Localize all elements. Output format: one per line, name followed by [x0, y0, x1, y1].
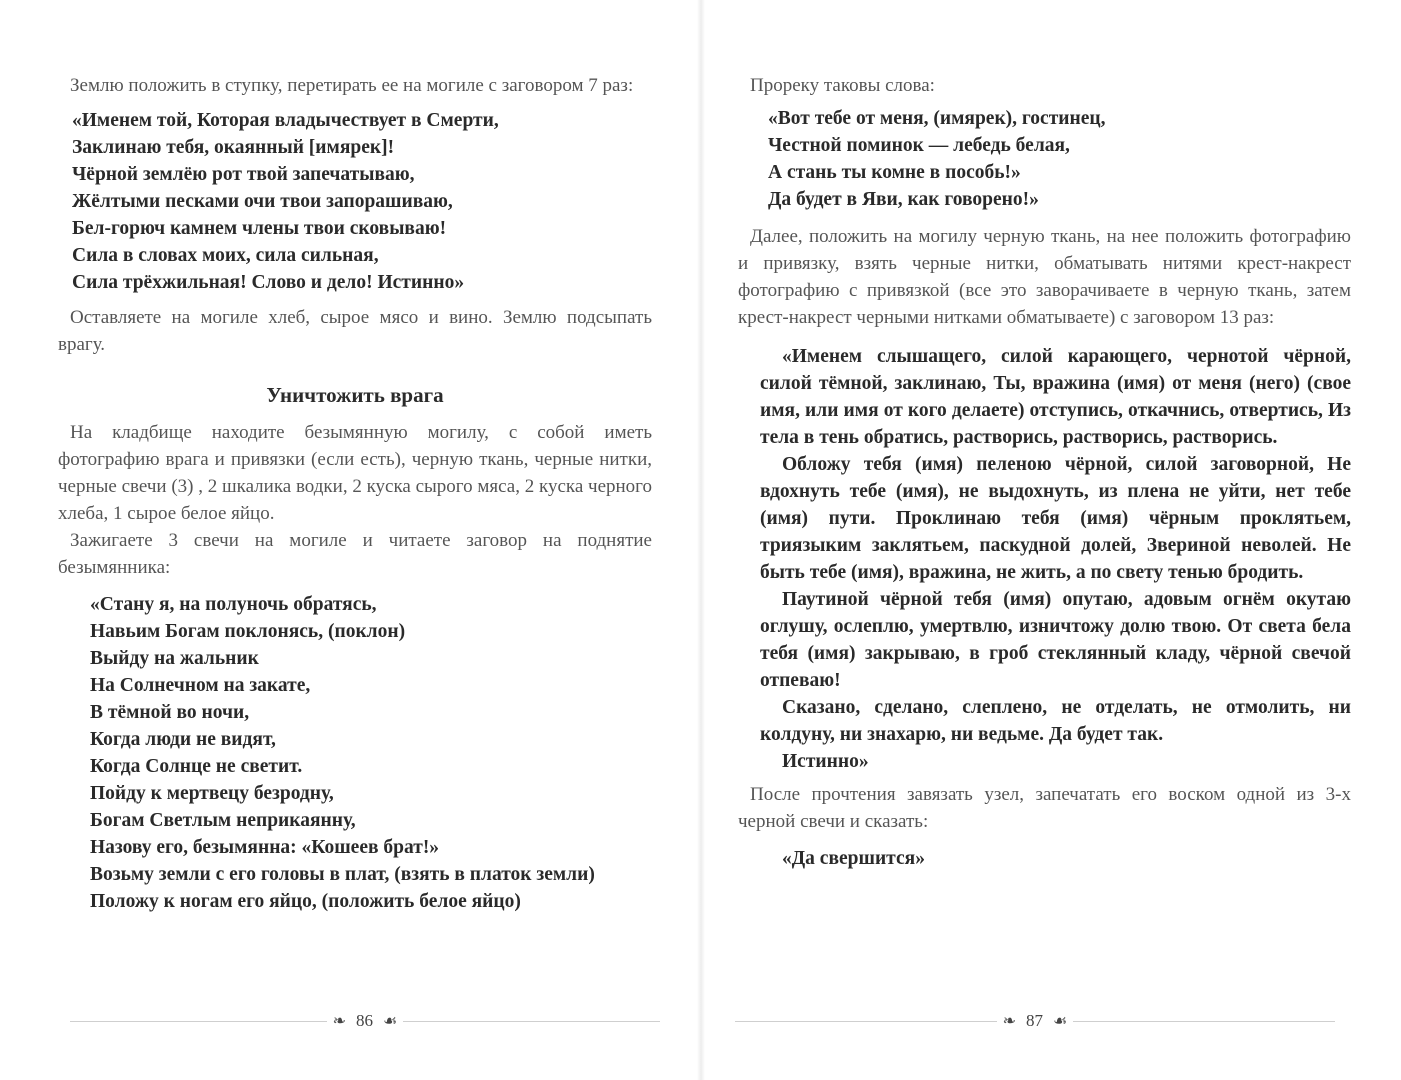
paragraph: Зажигаете 3 свечи на могиле и читаете заговор на поднятие безымянника:	[58, 530, 652, 578]
ornament-icon: ☙	[383, 1013, 398, 1030]
verse-line: Заклинаю тебя, окаянный [имярек]!	[72, 137, 395, 158]
verse-line: В тёмной во ночи,	[90, 702, 250, 723]
verse-line: Назову его, безымянна: «Кошеев брат!»	[90, 837, 440, 858]
verse-line: «Да свершится»	[782, 848, 925, 869]
verse-paragraph: Сказано, сделано, слеплено, не отделать, не отмолить, ни колдуну, ни знахарю, ни ведьме. Да будет так.	[760, 697, 1351, 745]
incantation-verse	[782, 845, 1351, 872]
left-page	[0, 0, 700, 1080]
verse-line: Богам Светлым неприкаянну,	[90, 810, 356, 831]
page-number: 86	[356, 1011, 374, 1030]
paragraph: Далее, положить на могилу черную ткань, на нее положить фотографию и привязку, взять черные нитки, обматывать нитями крест-накрест фотографию с привязкой (все это заворачиваете в черную ткань, затем крест-накрест черными нитками обматываете) с заговором 13 раз:	[738, 226, 1351, 328]
verse-line: Когда Солнце не светит.	[90, 756, 303, 777]
right-page	[700, 0, 1401, 1080]
page-footer-left	[70, 1009, 660, 1033]
verse-line: Честной поминок — лебедь белая,	[768, 135, 1070, 156]
paragraph: Оставляете на могиле хлеб, сырое мясо и вино. Землю подсыпать врагу.	[58, 307, 652, 355]
section-heading: Уничтожить врага	[266, 383, 444, 407]
verse-line: На Солнечном на закате,	[90, 675, 311, 696]
paragraph: Прореку таковы слова:	[750, 75, 935, 96]
ornament-icon: ☙	[1053, 1013, 1068, 1030]
footer-rule	[70, 1021, 327, 1022]
verse-line: «Именем той, Которая владычествует в Смерти,	[72, 110, 499, 131]
verse-line: Сила трёхжильная! Слово и дело! Истинно»	[72, 272, 465, 293]
verse-paragraph: Паутиной чёрной тебя (имя) опутаю, адовым огнём окутаю оглушу, ослеплю, умертвлю, изничтожу долю твою. От света бела тебя (имя) закрываю, в гроб стеклянный кладу, чёрной свечой отпеваю!	[760, 589, 1351, 691]
verse-paragraph: «Именем слышащего, силой карающего, чернотой чёрной, силой тёмной, заклинаю, Ты, вражина (имя) от меня (него) (свое имя, или имя от кого делаете) отступись, откачнись, отвертись, Из тела в тень обратись, растворись, растворись, растворись.	[760, 346, 1351, 448]
verse-line: Когда люди не видят,	[90, 729, 276, 750]
verse-line: Положу к ногам его яйцо, (положить белое яйцо)	[90, 891, 521, 912]
footer-rule	[735, 1021, 997, 1022]
ornament-icon: ❧	[1002, 1013, 1017, 1030]
verse-paragraph: Истинно»	[782, 751, 869, 772]
verse-line: А стань ты комне в пособь!»	[768, 162, 1021, 183]
verse-line: «Стану я, на полуночь обратясь,	[90, 594, 377, 615]
verse-line: Навьим Богам поклонясь, (поклон)	[90, 621, 406, 642]
ornament-icon: ❧	[332, 1013, 347, 1030]
verse-line: Пойду к мертвецу безродну,	[90, 783, 334, 804]
verse-line: Выйду на жальник	[90, 648, 259, 669]
verse-line: Возьму земли с его головы в плат, (взять в платок земли)	[90, 864, 595, 885]
incantation-verse	[72, 107, 652, 296]
incantation-verse	[768, 105, 1351, 213]
verse-line: Бел-горюч камнем члены твои сковываю!	[72, 218, 447, 239]
footer-rule	[1073, 1021, 1335, 1022]
verse-paragraph: Обложу тебя (имя) пеленою чёрной, силой заговорной, Не вдохнуть тебе (имя), не выдохнуть, из плена не уйти, нет тебе (имя) пути. Проклинаю тебя (имя) чёрным проклятьем, триязыким заклятьем, паскудной долей, Звериной неволей. Не быть тебе (имя), вражина, не жить, а по свету тенью бродить.	[760, 454, 1351, 583]
verse-line: Сила в словах моих, сила сильная,	[72, 245, 379, 266]
verse-line: Чёрной землёю рот твой запечатываю,	[72, 164, 415, 185]
paragraph: На кладбище находите безымянную могилу, с собой иметь фотографию врага и привязки (если есть), черную ткань, черные нитки, черные свечи (3) , 2 шкалика водки, 2 куска сырого мяса, 2 куска черного хлеба, 1 сырое белое яйцо.	[58, 422, 652, 524]
incantation-verse	[90, 591, 652, 915]
footer-rule	[403, 1021, 660, 1022]
paragraph: После прочтения завязать узел, запечатать его воском одной из 3-х черной свечи и сказать:	[738, 784, 1351, 832]
verse-line: Жёлтыми песками очи твои запорашиваю,	[72, 191, 453, 212]
paragraph: Землю положить в ступку, перетирать ее на могиле с заговором 7 раз:	[70, 75, 634, 96]
verse-line: Да будет в Яви, как говорено!»	[768, 189, 1039, 210]
page-number: 87	[1026, 1011, 1044, 1030]
incantation-verse	[760, 343, 1351, 775]
verse-line: «Вот тебе от меня, (имярек), гостинец,	[768, 108, 1106, 129]
page-footer-right	[735, 1009, 1335, 1033]
